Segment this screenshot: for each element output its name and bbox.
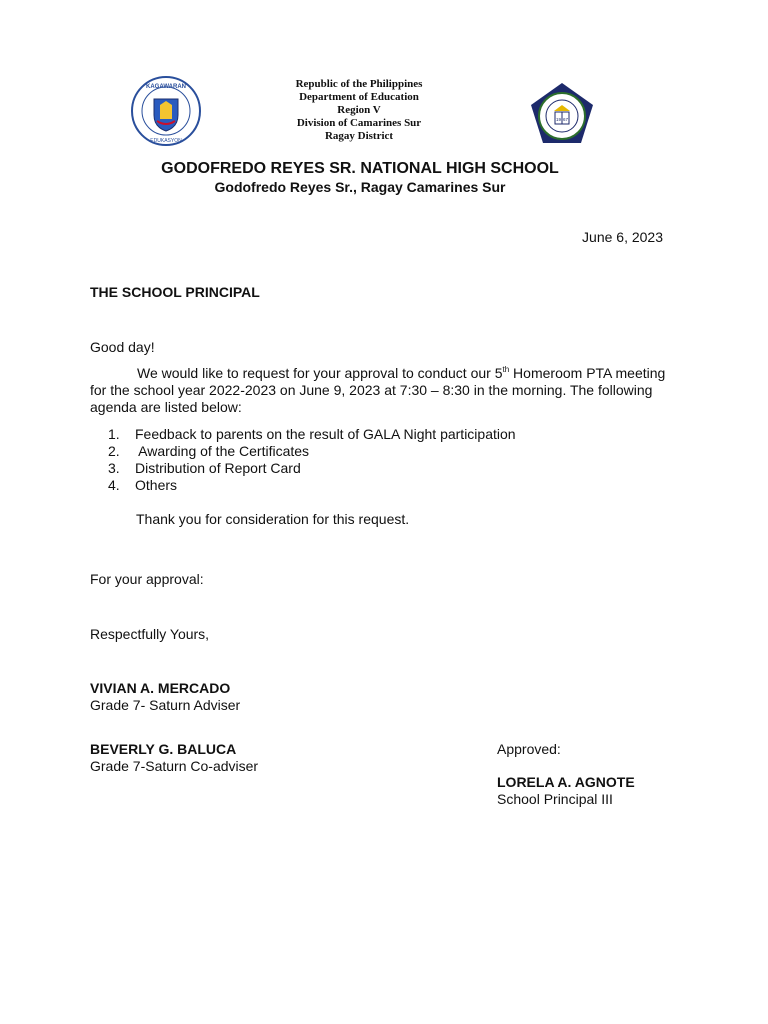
school-address: Godofredo Reyes Sr., Ragay Camarines Sur xyxy=(214,179,506,195)
ordinal-superscript: th xyxy=(502,365,510,374)
svg-text:19: 19 xyxy=(555,117,562,122)
deped-seal-logo xyxy=(130,75,202,147)
signatory-title: School Principal III xyxy=(497,791,613,807)
agenda-text: Distribution of Report Card xyxy=(135,460,301,476)
agenda-item xyxy=(108,443,516,460)
agenda-number: 2. xyxy=(108,443,120,459)
agenda-text: Others xyxy=(135,477,178,493)
school-seal-logo xyxy=(528,81,596,147)
gov-line-republic: Republic of the Philippines xyxy=(295,78,423,90)
thank-you-line: Thank you for consideration for this request. xyxy=(136,511,410,527)
svg-text:KAGAWARAN: KAGAWARAN xyxy=(146,84,186,90)
agenda-item xyxy=(108,477,516,494)
body-text-part2: Homeroom PTA meeting for the school year 2022-2023 on June 9, 2023 at 7:30 – 8:30 in the morning. The following agenda are listed below: xyxy=(90,365,666,415)
agenda-number: 3. xyxy=(108,460,120,476)
agenda-number: 4. xyxy=(108,477,120,493)
gov-line-district: Ragay District xyxy=(324,130,394,142)
signatory-title: Grade 7-Saturn Co-adviser xyxy=(90,758,259,774)
signatory-name: VIVIAN A. MERCADO xyxy=(90,680,231,696)
greeting: Good day! xyxy=(90,339,155,355)
svg-text:EDUKASYON: EDUKASYON xyxy=(150,138,182,144)
signatory-title: Grade 7- Saturn Adviser xyxy=(90,697,241,713)
approval-request: For your approval: xyxy=(90,571,204,587)
agenda-text: Feedback to parents on the result of GALA Night participation xyxy=(135,426,516,442)
government-header xyxy=(234,78,484,143)
agenda-number: 1. xyxy=(108,426,120,442)
signature-block-principal xyxy=(497,774,635,808)
svg-text:67: 67 xyxy=(562,117,569,122)
closing: Respectfully Yours, xyxy=(90,626,210,642)
letter-date: June 6, 2023 xyxy=(582,229,663,245)
gov-line-division: Division of Camarines Sur xyxy=(296,117,422,129)
approved-label: Approved: xyxy=(497,741,561,757)
agenda-list xyxy=(108,426,516,494)
school-name: GODOFREDO REYES SR. NATIONAL HIGH SCHOOL xyxy=(161,160,559,177)
recipient: THE SCHOOL PRINCIPAL xyxy=(90,284,260,300)
gov-line-region: Region V xyxy=(337,104,381,116)
body-paragraph xyxy=(90,365,678,416)
gov-line-department: Department of Education xyxy=(299,91,419,103)
agenda-item xyxy=(108,426,516,443)
body-text-part1: We would like to request for your approval to conduct our 5 xyxy=(137,365,503,381)
signature-block-adviser xyxy=(90,680,240,714)
agenda-text: Awarding of the Certificates xyxy=(135,443,310,459)
agenda-item xyxy=(108,460,516,477)
signatory-name: BEVERLY G. BALUCA xyxy=(90,741,237,757)
signature-block-co-adviser xyxy=(90,741,258,775)
signatory-name: LORELA A. AGNOTE xyxy=(497,774,635,790)
